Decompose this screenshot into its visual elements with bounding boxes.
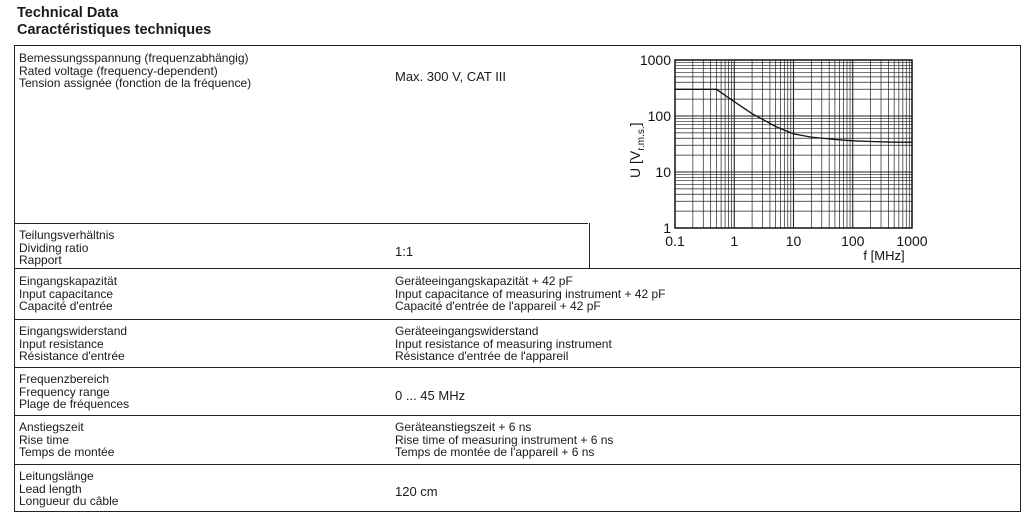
- y-tick-label: 10: [655, 164, 671, 180]
- row-frequency-range-labels: [19, 373, 129, 411]
- label-en: Lead length: [19, 481, 82, 496]
- y-tick-label: 1000: [639, 52, 671, 68]
- title-french: Caractéristiques techniques: [17, 22, 212, 38]
- value-de: Geräteeingangskapazität + 42 pF: [395, 274, 573, 288]
- value-input-resistance: [395, 325, 612, 363]
- label-de: Leitungslänge: [19, 469, 94, 483]
- row-divider: [15, 367, 1020, 368]
- value-fr: Capacité d'entrée de l'appareil + 42 pF: [395, 299, 601, 313]
- y-tick-label: 100: [647, 108, 671, 124]
- y-tick-label: 1: [663, 220, 671, 236]
- chart-tick-labels: [640, 52, 928, 249]
- label-fr: Résistance d'entrée: [19, 349, 125, 363]
- chart-y-label-text: [627, 122, 647, 178]
- label-de: Bemessungsspannung (frequenzabhängig): [19, 51, 249, 65]
- label-fr: Plage de fréquences: [19, 397, 130, 411]
- value-de: Geräteeingangswiderstand: [395, 324, 539, 338]
- x-tick-label: 1000: [896, 233, 928, 249]
- label-fr: Capacité d'entrée: [19, 299, 113, 313]
- value-en: Input capacitance of measuring instrument + 42 pF: [395, 286, 666, 301]
- y-label-part: r.m.s.: [636, 126, 647, 151]
- value-rise-time: [395, 421, 613, 459]
- value-en: Rise time of measuring instrument + 6 ns: [395, 432, 614, 447]
- label-en: Rated voltage (frequency-dependent): [19, 63, 218, 78]
- row-input-capacitance-labels: [19, 275, 117, 313]
- x-tick-label: 10: [785, 233, 802, 249]
- row-divider: [15, 319, 1020, 320]
- label-fr: Temps de montée: [19, 445, 115, 459]
- value-dividing-ratio: 1:1: [395, 244, 414, 259]
- value-input-capacitance: [395, 275, 666, 313]
- label-en: Input capacitance: [19, 286, 114, 301]
- label-de: Frequenzbereich: [19, 372, 110, 386]
- row-divider: [15, 415, 1020, 416]
- chart-grid: [675, 60, 912, 228]
- x-tick-label: 0.1: [665, 233, 685, 249]
- label-en: Frequency range: [19, 384, 110, 399]
- value-de: Geräteanstiegszeit + 6 ns: [395, 420, 532, 434]
- label-de: Teilungsverhältnis: [19, 228, 115, 242]
- chart-y-label: [627, 122, 647, 178]
- label-de: Eingangskapazität: [19, 274, 118, 288]
- value-fr: Résistance d'entrée de l'appareil: [395, 349, 569, 363]
- value-lead-length: 120 cm: [395, 484, 438, 499]
- value-frequency-range: 0 ... 45 MHz: [395, 388, 466, 403]
- label-de: Anstiegszeit: [19, 420, 84, 434]
- row-lead-length-labels: [19, 470, 118, 508]
- y-label-part: ]: [627, 122, 643, 127]
- value-fr: Temps de montée de l'appareil + 6 ns: [395, 445, 595, 459]
- row-input-resistance-labels: [19, 325, 127, 363]
- value-en: Input resistance of measuring instrument: [395, 336, 612, 351]
- label-fr: Tension assignée (fonction de la fréquence): [19, 76, 252, 90]
- label-en: Dividing ratio: [19, 240, 89, 255]
- y-label-part: U [V: [627, 150, 643, 178]
- row-rise-time-labels: [19, 421, 114, 459]
- label-de: Eingangswiderstand: [19, 324, 128, 338]
- label-en: Input resistance: [19, 336, 104, 351]
- x-tick-label: 100: [841, 233, 865, 249]
- label-en: Rise time: [19, 432, 70, 447]
- value-rated-voltage: Max. 300 V, CAT III: [395, 69, 507, 84]
- label-fr: Longueur du câble: [19, 494, 119, 508]
- chart-x-label: f [MHz]: [863, 248, 905, 263]
- x-tick-label: 1: [730, 233, 739, 249]
- title-english: Technical Data: [17, 5, 119, 21]
- row-divider: [15, 464, 1020, 465]
- label-fr: Rapport: [19, 253, 62, 267]
